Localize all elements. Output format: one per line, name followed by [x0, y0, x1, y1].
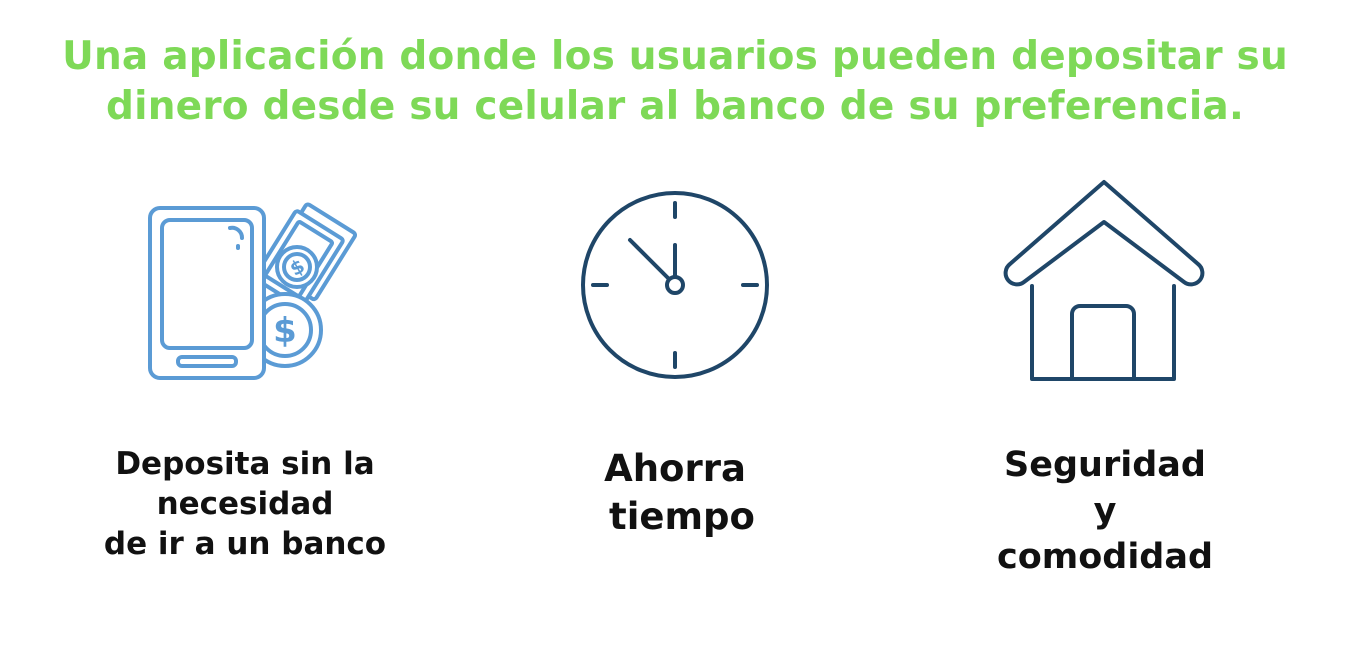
clock-icon	[578, 188, 772, 382]
caption-line: necesidad	[156, 486, 334, 522]
feature-caption-deposit	[85, 444, 405, 564]
headline	[0, 32, 1350, 132]
svg-text:$: $	[286, 255, 309, 281]
headline-line-1: Una aplicación donde los usuarios pueden depositar su	[62, 34, 1288, 79]
caption-line: Ahorra	[604, 447, 746, 490]
caption-line: y	[1093, 491, 1117, 531]
house-icon	[996, 174, 1212, 386]
svg-text:$: $	[273, 311, 297, 351]
headline-line-2: dinero desde su celular al banco de su preferencia.	[106, 84, 1244, 129]
feature-caption-security	[960, 442, 1250, 580]
caption-line: tiempo	[609, 495, 755, 538]
caption-line: Seguridad	[1004, 445, 1206, 485]
caption-line: Deposita sin la	[115, 446, 375, 482]
caption-line: comodidad	[996, 537, 1214, 577]
phone-money-icon	[140, 190, 370, 390]
feature-caption-time	[545, 445, 805, 541]
caption-line: de ir a un banco	[103, 526, 387, 562]
